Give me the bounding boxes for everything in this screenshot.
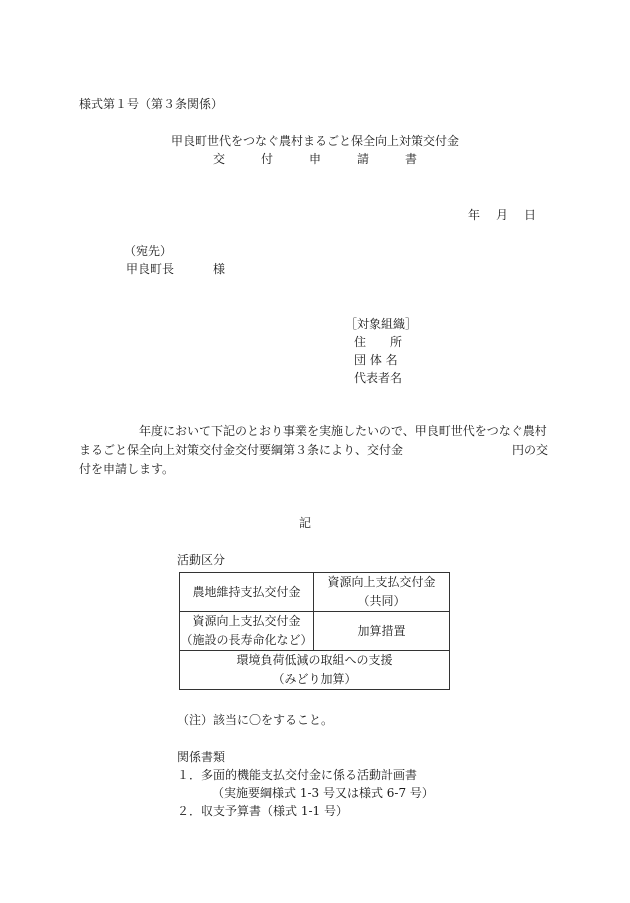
cell-text: 環境負荷低減の取組への支援	[236, 653, 393, 667]
table-row	[180, 573, 450, 612]
activity-cell-resource-joint	[314, 573, 450, 612]
table-row	[180, 612, 450, 651]
cell-text: 資源向上支払交付金	[327, 575, 436, 589]
addressee-label: （宛先）	[124, 244, 173, 258]
body-line-1: 年度において下記のとおり事業を実施したいので、甲良町世代をつなぐ農村	[139, 424, 547, 438]
cell-text: 資源向上支払交付金	[192, 614, 301, 628]
table-row	[180, 651, 450, 690]
applicant-address-label: 住 所	[354, 335, 403, 349]
cell-subtext: （共同）	[357, 594, 406, 608]
note: （注）該当に〇をすること。	[177, 713, 334, 727]
applicant-group-label: 団 体 名	[354, 353, 398, 367]
documents-item-2: ２．収支予算書（様式 1-1 号）	[177, 804, 348, 818]
documents-heading: 関係書類	[177, 750, 226, 764]
cell-text: 農地維持支払交付金	[192, 584, 301, 599]
activity-cell-additional-measures	[314, 612, 450, 651]
form-number: 様式第１号（第３条関係）	[79, 97, 224, 111]
addressee-name: 甲良町長	[126, 262, 175, 276]
subtitle-text: 交 付 申 請 書	[212, 152, 429, 166]
applicant-header: ［対象組織］	[345, 317, 418, 331]
cell-text: 加算措置	[357, 623, 406, 638]
activity-heading: 活動区分	[177, 553, 226, 567]
document-subtitle	[0, 151, 630, 167]
activity-table	[179, 572, 450, 690]
body-line-2a: まるごと保全向上対策交付金交付要綱第３条により、交付金	[79, 443, 404, 457]
cell-subtext: （みどり加算）	[272, 672, 357, 686]
activity-cell-resource-longevity	[180, 612, 314, 651]
date-line	[468, 207, 538, 223]
cell-subtext: （施設の長寿命化など）	[180, 633, 313, 647]
documents-item-1: １．多面的機能支払交付金に係る活動計画書	[177, 768, 418, 782]
documents-item-1-sub: （実施要綱様式 1-3 号又は様式 6-7 号）	[212, 786, 434, 800]
date-text: 年 月 日	[468, 208, 539, 222]
body-line-3: 付を申請します。	[79, 462, 175, 476]
body-line-2b: 円の交	[512, 443, 549, 457]
activity-cell-environment-support	[180, 651, 450, 690]
activity-cell-farmland-maintenance	[180, 573, 314, 612]
addressee-honorific: 様	[213, 262, 226, 276]
ki-marker: 記	[299, 516, 312, 530]
applicant-representative-label: 代表者名	[354, 371, 403, 385]
document-title: 甲良町世代をつなぐ農村まるごと保全向上対策交付金	[170, 134, 459, 148]
